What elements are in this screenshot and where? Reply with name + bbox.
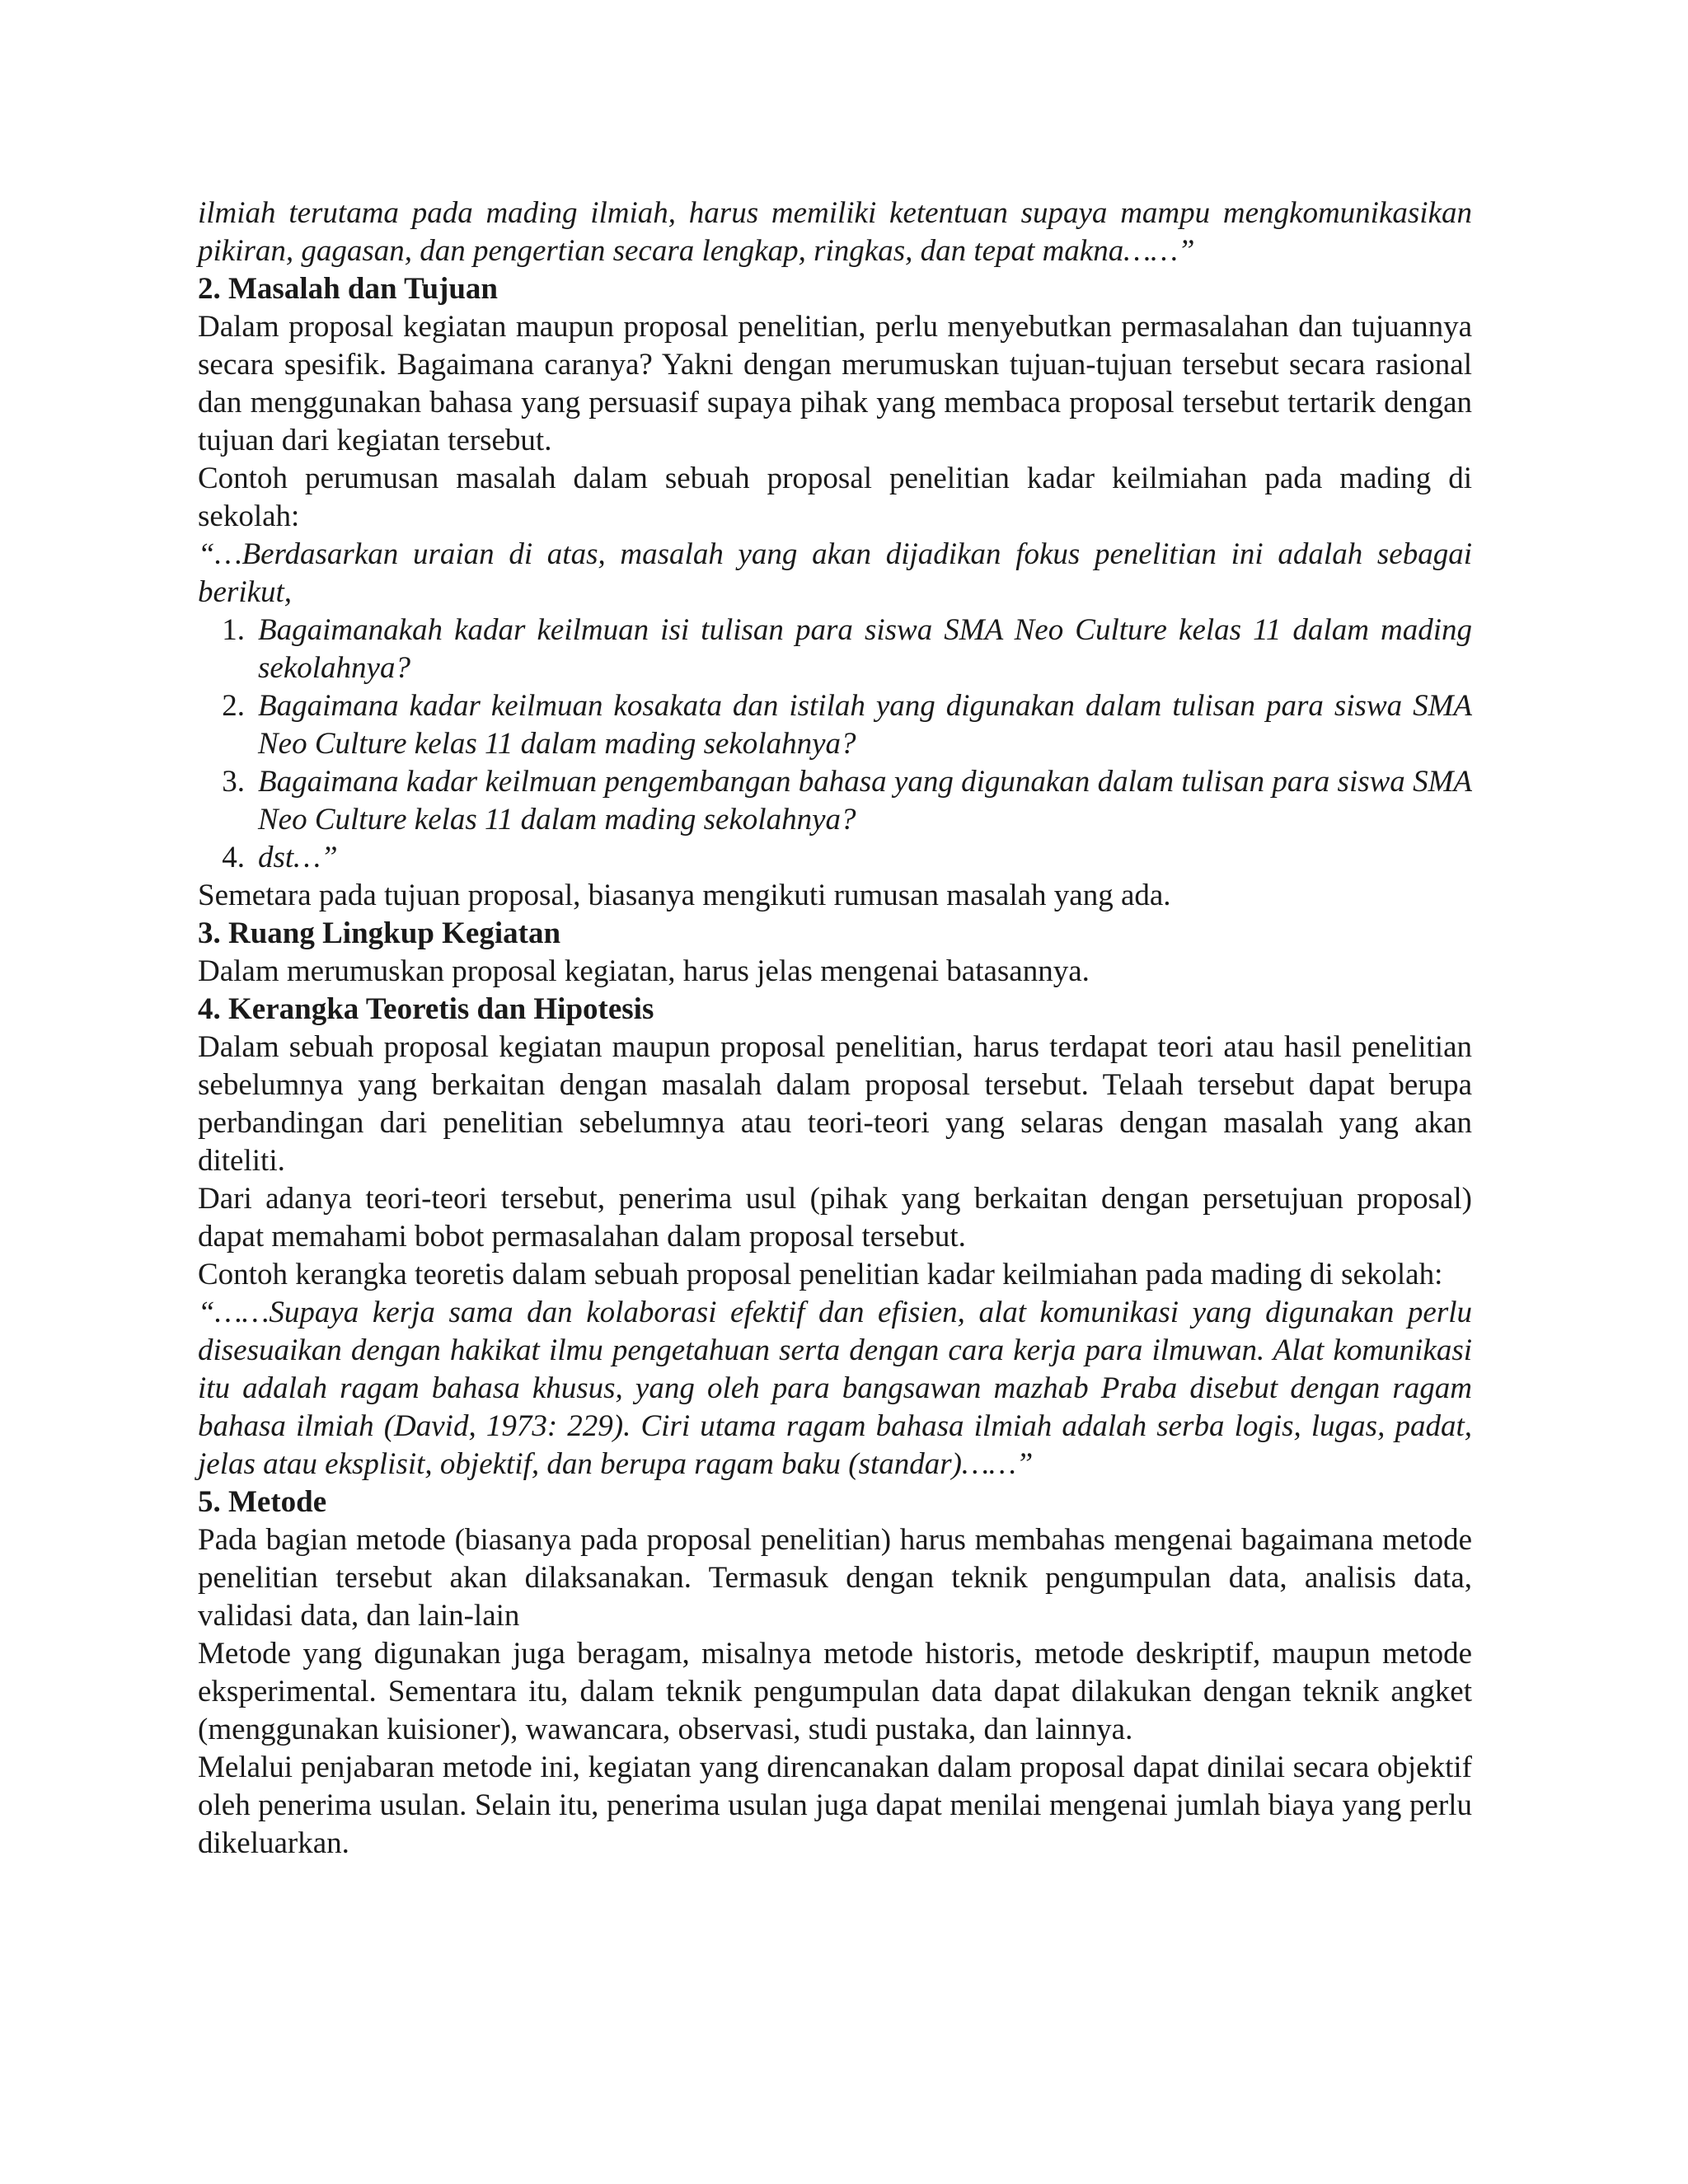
paragraph: Dalam proposal kegiatan maupun proposal penelitian, perlu menyebutkan permasalahan dan tujuannya secara spesifik. Bagaimana caranya? Yakni dengan merumuskan tujuan-tujuan tersebut secara rasional dan menggunakan bahasa yang persuasif supaya pihak yang membaca proposal tersebut tertarik dengan tujuan dari kegiatan tersebut. <box>198 310 1472 457</box>
problem-list <box>198 612 1472 877</box>
section-heading-ruang-lingkup: 3. Ruang Lingkup Kegiatan <box>198 916 561 950</box>
list-item <box>222 763 1472 839</box>
example-quote: “…Berdasarkan uraian di atas, masalah yang akan dijadikan fokus penelitian ini adalah sebagai berikut, <box>198 537 1472 609</box>
paragraph: Contoh kerangka teoretis dalam sebuah proposal penelitian kadar keilmiahan pada mading di sekolah: <box>198 1258 1443 1291</box>
paragraph: Metode yang digunakan juga beragam, misalnya metode historis, metode deskriptif, maupun metode eksperimental. Sementara itu, dalam teknik pengumpulan data dapat dilakukan dengan teknik angket (menggunakan kuisioner), wawancara, observasi, studi pustaka, dan lainnya. <box>198 1637 1472 1746</box>
list-number: 2. <box>222 689 245 723</box>
paragraph: Dalam merumuskan proposal kegiatan, harus jelas mengenai batasannya. <box>198 954 1090 988</box>
paragraph: Dalam sebuah proposal kegiatan maupun proposal penelitian, harus terdapat teori atau hasil penelitian sebelumnya yang berkaitan dengan masalah dalam proposal tersebut. Telaah tersebut dapat berupa perbandingan dari penelitian sebelumnya atau teori-teori yang selaras dengan masalah yang akan diteliti. <box>198 1030 1472 1178</box>
paragraph: Pada bagian metode (biasanya pada proposal penelitian) harus membahas mengenai bagaimana metode penelitian tersebut akan dilaksanakan. Termasuk dengan teknik pengumpulan data, analisis data, validasi data, dan lain-lain <box>198 1523 1472 1633</box>
paragraph: Dari adanya teori-teori tersebut, penerima usul (pihak yang berkaitan dengan persetujuan proposal) dapat memahami bobot permasalahan dalam proposal tersebut. <box>198 1182 1472 1254</box>
list-item <box>222 612 1472 687</box>
list-number: 4. <box>222 841 245 874</box>
example-quote: “……Supaya kerja sama dan kolaborasi efektif dan efisien, alat komunikasi yang digunakan perlu disesuaikan dengan hakikat ilmu pengetahuan serta dengan cara kerja para ilmuwan. Alat komunikasi itu adalah ragam bahasa khusus, yang oleh para bangsawan mazhab Praba disebut dengan ragam bahasa ilmiah (David, 1973: 229). Ciri utama ragam bahasa ilmiah adalah serba logis, lugas, padat, jelas atau eksplisit, objektif, dan berupa ragam baku (standar)……” <box>198 1296 1472 1481</box>
list-item <box>222 687 1472 763</box>
paragraph: Contoh perumusan masalah dalam sebuah proposal penelitian kadar keilmiahan pada mading di sekolah: <box>198 462 1472 533</box>
document-page <box>198 194 1472 1863</box>
list-item <box>222 839 1472 877</box>
list-item-text: Bagaimana kadar keilmuan pengembangan bahasa yang digunakan dalam tulisan para siswa SMA Neo Culture kelas 11 dalam mading sekolahnya? <box>258 765 1472 837</box>
intro-quote: ilmiah terutama pada mading ilmiah, harus memiliki ketentuan supaya mampu mengkomunikasikan pikiran, gagasan, dan pengertian secara lengkap, ringkas, dan tepat makna……” <box>198 196 1472 268</box>
list-number: 1. <box>222 613 245 647</box>
section-heading-kerangka-teoretis: 4. Kerangka Teoretis dan Hipotesis <box>198 992 654 1026</box>
paragraph: Semetara pada tujuan proposal, biasanya mengikuti rumusan masalah yang ada. <box>198 879 1171 912</box>
list-item-text: Bagaimana kadar keilmuan kosakata dan istilah yang digunakan dalam tulisan para siswa SMA Neo Culture kelas 11 dalam mading sekolahnya? <box>258 689 1472 761</box>
list-item-text: dst…” <box>258 841 338 874</box>
section-heading-metode: 5. Metode <box>198 1485 327 1519</box>
list-item-text: Bagaimanakah kadar keilmuan isi tulisan para siswa SMA Neo Culture kelas 11 dalam mading sekolahnya? <box>258 613 1472 685</box>
section-heading-masalah-tujuan: 2. Masalah dan Tujuan <box>198 272 499 306</box>
paragraph: Melalui penjabaran metode ini, kegiatan yang direncanakan dalam proposal dapat dinilai secara objektif oleh penerima usulan. Selain itu, penerima usulan juga dapat menilai mengenai jumlah biaya yang perlu dikeluarkan. <box>198 1750 1472 1860</box>
list-number: 3. <box>222 765 245 799</box>
